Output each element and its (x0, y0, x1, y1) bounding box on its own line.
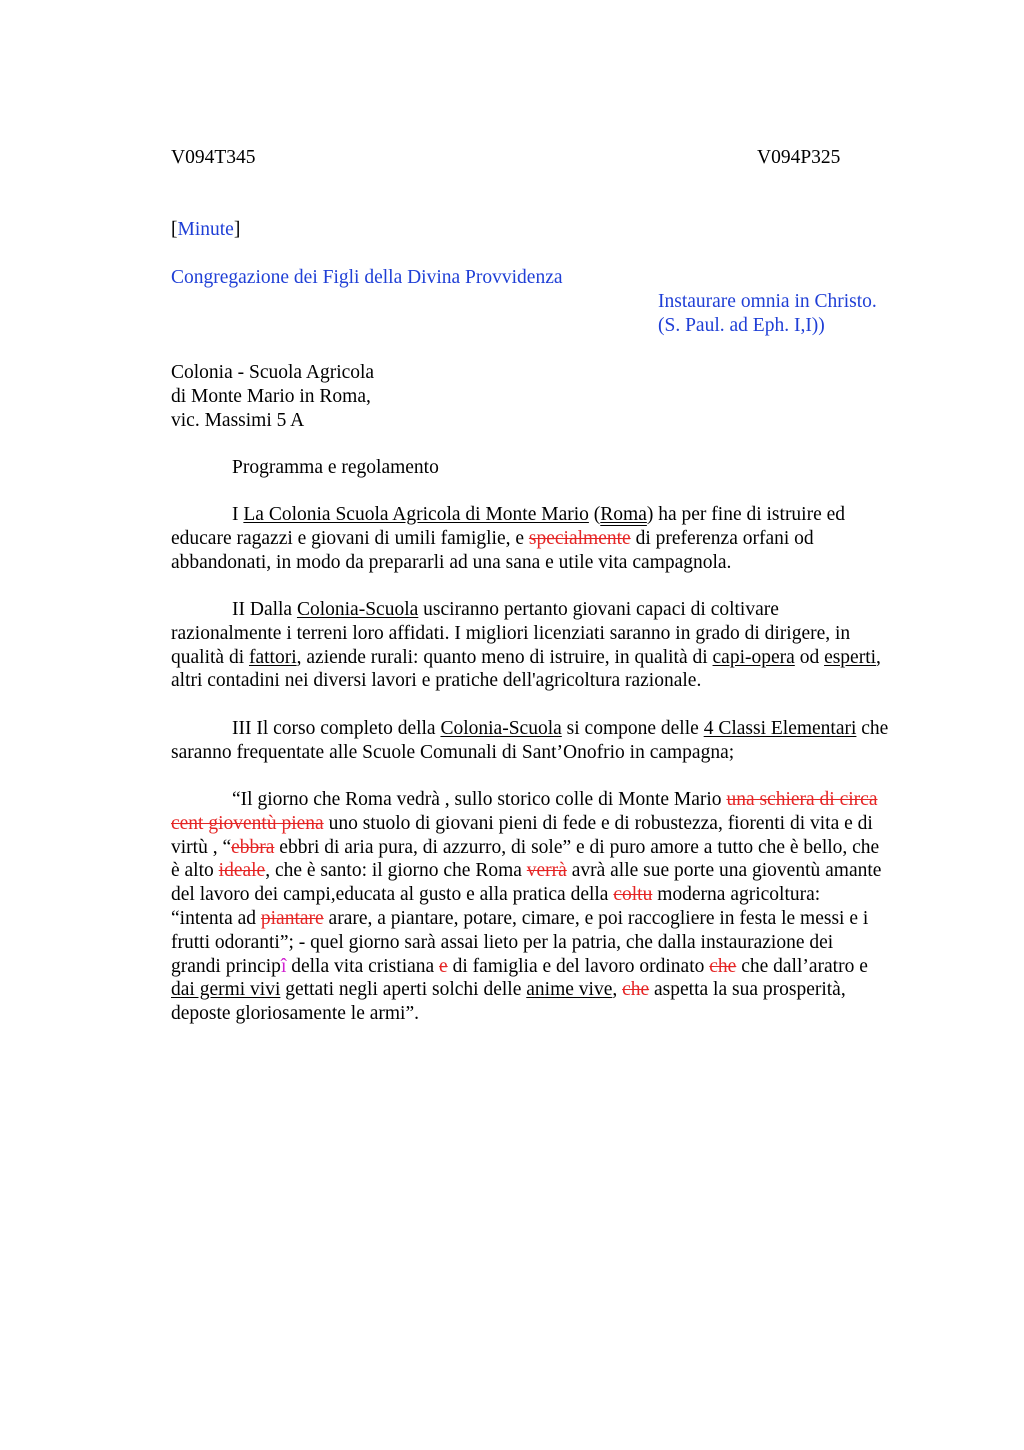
inserted-character: î (280, 955, 287, 977)
quotation-line-2 (171, 812, 931, 836)
deleted-text: cent gioventù piena (171, 812, 324, 834)
deleted-text: verrà (526, 860, 567, 882)
text-run: “intenta ad (171, 907, 261, 929)
underlined-text: fattori (248, 646, 297, 668)
article-2 (171, 598, 931, 693)
text-run: che dall’aratro e (736, 955, 868, 977)
text-run: gettati negli aperti solchi delle (280, 979, 527, 1001)
quotation-line-7: frutti odoranti”; - quel giorno sarà assai lieto per la patria, che dalla instaurazione dei (171, 931, 834, 953)
text-run: “Il giorno che Roma vedrà , sullo storico colle di Monte Mario (232, 789, 727, 810)
article-1-line-3: abbandonati, in modo da prepararli ad una sana e utile vita campagnola. (171, 551, 732, 573)
text-run: I (232, 504, 244, 525)
article-3-line-1 (171, 717, 931, 741)
text-run: si compone delle (561, 718, 704, 739)
text-run: , aziende rurali: quanto meno di istruire, in qualità di (296, 646, 713, 668)
deleted-text: piantare (260, 907, 324, 929)
address-line-2: di Monte Mario in Roma, (171, 385, 371, 407)
deleted-text: una schiera di circa (726, 789, 878, 810)
motto-line-2: (S. Paul. ad Eph. I,I)) (658, 314, 825, 336)
deleted-text: che (709, 955, 737, 977)
deleted-text: coltu (613, 884, 653, 906)
text-run: , che è santo: il giorno che Roma (265, 860, 527, 882)
text-run: della vita cristiana (286, 955, 440, 977)
text-run: avrà alle sue porte una gioventù amante (566, 860, 882, 882)
text-run: di famiglia e del lavoro ordinato (447, 955, 710, 977)
congregation-title: Congregazione dei Figli della Divina Provvidenza (171, 267, 563, 288)
underlined-text: dai germi vivi (171, 979, 281, 1001)
text-run: ebbri di aria pura, di azzurro, di sole” e di puro amore a tutto che è bello, che (274, 836, 880, 858)
minute-text: Minute (177, 219, 234, 240)
text-run: è alto (171, 860, 219, 882)
quotation-line-6 (171, 907, 931, 931)
motto-line-1: Instaurare omnia in Christo. (658, 291, 877, 312)
text-run: di preferenza orfani od (630, 527, 814, 549)
quotation (171, 788, 931, 1026)
underlined-text: anime vive (526, 979, 613, 1001)
quotation-line-3 (171, 836, 931, 860)
underlined-text: La Colonia Scuola Agricola di Monte Mario (243, 504, 589, 525)
minute-open-bracket: [ (171, 219, 178, 240)
text-run: virtù , “ (171, 836, 232, 858)
article-2-line-1 (171, 598, 931, 622)
quotation-line-4 (171, 859, 931, 883)
document-code-left: V094T345 (171, 147, 256, 168)
article-1 (171, 503, 931, 574)
minute-close-bracket: ] (233, 219, 241, 240)
text-run: , (612, 979, 623, 1001)
deleted-text: e (439, 955, 448, 977)
motto (658, 290, 877, 338)
article-1-line-1 (171, 503, 931, 527)
text-run: grandi princip (171, 955, 281, 977)
quotation-line-8 (171, 955, 931, 979)
text-run: usciranno pertanto giovani capaci di coltivare (418, 599, 779, 620)
deleted-text: che (622, 979, 650, 1001)
text-run: od (794, 646, 825, 668)
text-run: II Dalla (232, 599, 297, 620)
underlined-text: capi-opera (712, 646, 795, 668)
underlined-text: Colonia-Scuola (296, 599, 419, 620)
article-3-line-2: saranno frequentate alle Scuole Comunali di Sant’Onofrio in campagna; (171, 741, 735, 763)
underlined-text: Colonia-Scuola (440, 718, 562, 739)
text-run: qualità di (171, 646, 249, 668)
underlined-text: esperti (824, 646, 877, 668)
quotation-line-9 (171, 978, 931, 1002)
text-run: del lavoro dei campi,educata al gusto e alla pratica della (171, 884, 614, 906)
quotation-line-5 (171, 883, 931, 907)
quotation-line-10: deposte gloriosamente le armi”. (171, 1003, 419, 1025)
document-code-right: V094P325 (757, 147, 841, 168)
text-run: ) ha per fine di istruire ed (646, 504, 846, 525)
text-run: moderna agricoltura: (652, 884, 821, 906)
address-block (171, 361, 374, 432)
text-run: che (856, 718, 889, 739)
article-2-line-4: altri contadini nei diversi lavori e pratiche dell'agricoltura razionale. (171, 670, 702, 692)
deleted-text: specialmente (528, 527, 631, 549)
article-3 (171, 717, 931, 765)
deleted-text: ideale (218, 860, 266, 882)
text-run: aspetta la sua prosperità, (649, 979, 846, 1001)
text-run: , (876, 646, 881, 668)
text-run: arare, a piantare, potare, cimare, e poi raccogliere in festa le messi e i (323, 907, 869, 929)
double-underlined-text: Roma (600, 504, 647, 525)
text-run: III Il corso completo della (232, 718, 441, 739)
quotation-line-1 (171, 788, 931, 812)
minute-label (171, 218, 240, 242)
underlined-text: 4 Classi Elementari (703, 718, 857, 739)
address-line-3: vic. Massimi 5 A (171, 409, 305, 431)
text-run: uno stuolo di giovani pieni di fede e di robustezza, fiorenti di vita e di (323, 812, 873, 834)
article-2-line-3 (171, 646, 931, 670)
text-run: educare ragazzi e giovani di umili famiglie, e (171, 527, 529, 549)
article-1-line-2 (171, 527, 931, 551)
text-run: ( (588, 504, 601, 525)
deleted-text: ebbra (231, 836, 275, 858)
address-line-1: Colonia - Scuola Agricola (171, 362, 375, 383)
section-title: Programma e regolamento (232, 457, 439, 478)
article-2-line-2: razionalmente i terreni loro affidati. I migliori licenziati saranno in grado di dirigere, in (171, 622, 851, 644)
